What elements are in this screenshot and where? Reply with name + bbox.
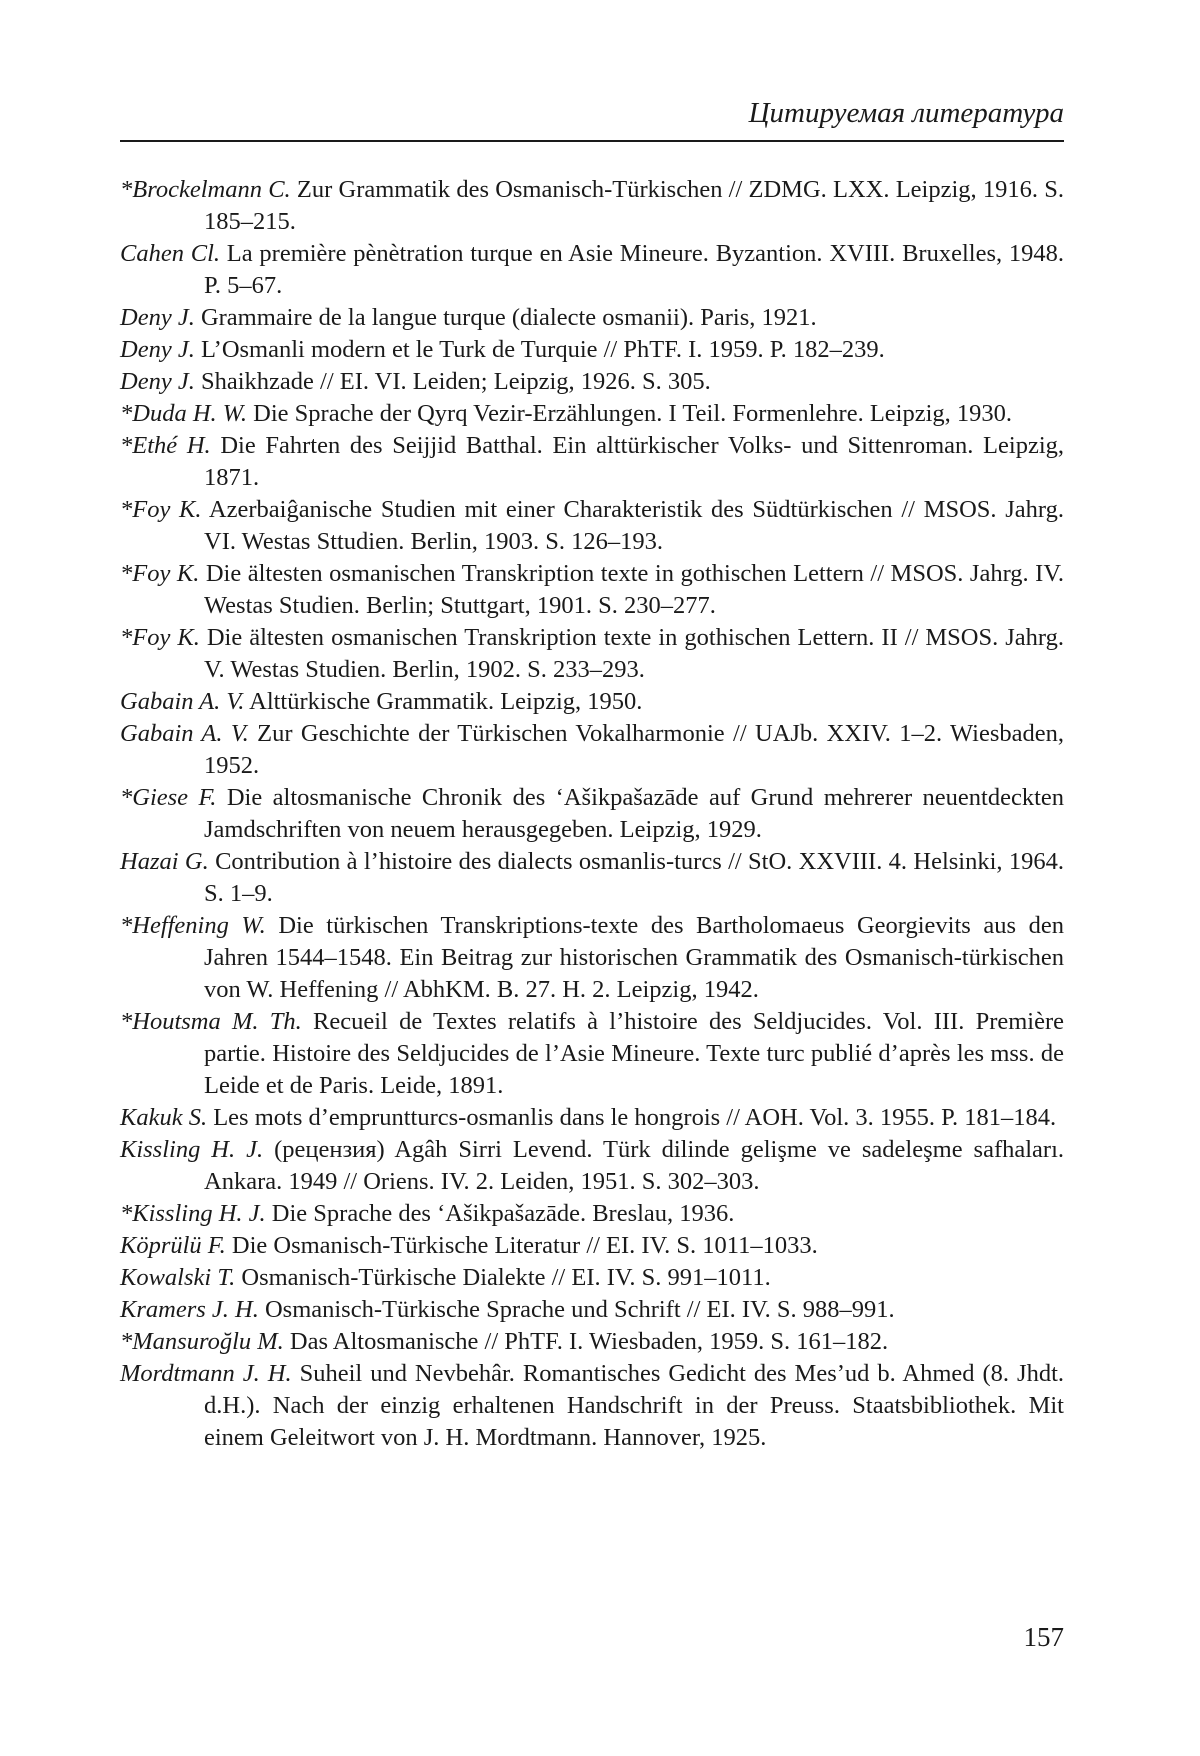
bibliography-entry (120, 910, 1064, 1006)
entry-author: Cahen Cl. (120, 240, 221, 267)
entry-author: *Brockelmann C. (120, 176, 291, 203)
bibliography-entry (120, 846, 1064, 910)
bibliography-entry (120, 1198, 1064, 1230)
entry-text: Grammaire de la langue turque (dialecte osmanii). Paris, 1921. (200, 304, 817, 331)
entry-text: Zur Geschichte der Türkischen Vokalharmonie // UAJb. XXIV. 1–2. Wiesbaden, 1952. (204, 720, 1064, 779)
entry-text: Contribution à l’histoire des dialects osmanlis-turcs // StO. XXVIII. 4. Helsinki, 1964. S. 1–9. (204, 848, 1065, 907)
entry-author: *Duda H. W. (120, 400, 248, 427)
entry-author: Kowalski T. (120, 1264, 236, 1291)
entry-author: Gabain A. V. (120, 688, 245, 715)
entry-author: Kramers J. H. (120, 1296, 259, 1323)
bibliography-entry (120, 718, 1064, 782)
bibliography-entry (120, 174, 1064, 238)
bibliography-entry (120, 1134, 1064, 1198)
bibliography-entry (120, 494, 1064, 558)
page-number: 157 (1023, 1622, 1064, 1652)
entry-author: Deny J. (120, 368, 195, 395)
bibliography-entry (120, 1326, 1064, 1358)
bibliography-entry (120, 1006, 1064, 1102)
entry-text: Alttürkische Grammatik. Leipzig, 1950. (249, 688, 643, 715)
entry-author: *Houtsma M. Th. (120, 1008, 302, 1035)
entry-text: Die Sprache des ‘Ašikpašazāde. Breslau, 1936. (271, 1200, 735, 1227)
entry-text: Die ältesten osmanischen Transkription texte in gothischen Lettern // MSOS. Jahrg. IV. Westas Studien. Berlin; Stuttgart, 1901. S. 230–277. (204, 560, 1065, 619)
entry-author: *Ethé H. (120, 432, 211, 459)
bibliography-entry (120, 334, 1064, 366)
entry-text: Die altosmanische Chronik des ‘Ašikpašazāde auf Grund mehrerer neuentdeckten Jamdschriften von neuem herausgegeben. Leipzig, 1929. (204, 784, 1065, 843)
entry-text: Die ältesten osmanischen Transkription texte in gothischen Lettern. II // MSOS. Jahrg. V. Westas Studien. Berlin, 1902. S. 233–293. (204, 624, 1065, 683)
entry-text: (рецензия) Agâh Sirri Levend. Türk dilinde gelişme ve sadeleşme safhaları. Ankara. 1949 // Oriens. IV. 2. Leiden, 1951. S. 302–303. (204, 1136, 1065, 1195)
entry-text: Osmanisch-Türkische Sprache und Schrift // EI. IV. S. 988–991. (264, 1296, 895, 1323)
bibliography-entry (120, 430, 1064, 494)
bibliography-list (120, 174, 1064, 1454)
bibliography-entry (120, 1102, 1064, 1134)
entry-text: Suheil und Nevbehâr. Romantisches Gedicht des Mes’ud b. Ahmed (8. Jhdt. d.H.). Nach der einzig erhaltenen Handschrift in der Preuss. Staatsbibliothek. Mit einem Geleitwort von J. H. Mordtmann. Hannover, 1925. (204, 1360, 1065, 1451)
bibliography-entry (120, 1358, 1064, 1454)
entry-text: Das Altosmanische // PhTF. I. Wiesbaden, 1959. S. 161–182. (289, 1328, 889, 1355)
entry-author: Kakuk S. (120, 1104, 208, 1131)
entry-text: Die Osmanisch-Türkische Literatur // EI. IV. S. 1011–1033. (231, 1232, 818, 1259)
entry-text: Die türkischen Transkriptions-texte des Bartholomaeus Georgievits aus den Jahren 1544–1548. Ein Beitrag zur historischen Grammatik des Osmanisch-türkischen von W. Heffening // AbhKM. B. 27. H. 2. Leipzig, 1942. (204, 912, 1064, 1003)
bibliography-entry (120, 302, 1064, 334)
entry-text: La première pènètration turque en Asie Mineure. Byzantion. XVIII. Bruxelles, 1948. P. 5–67. (204, 240, 1064, 299)
entry-text: Osmanisch-Türkische Dialekte // EI. IV. S. 991–1011. (241, 1264, 771, 1291)
entry-text: L’Osmanli modern et le Turk de Turquie // PhTF. I. 1959. P. 182–239. (200, 336, 885, 363)
entry-author: Köprülü F. (120, 1232, 226, 1259)
entry-text: Die Sprache der Qyrq Vezir-Erzählungen. I Teil. Formenlehre. Leipzig, 1930. (253, 400, 1013, 427)
bibliography-entry (120, 1230, 1064, 1262)
entry-text: Recueil de Textes relatifs à l’histoire des Seldjucides. Vol. III. Première partie. Histoire des Seldjucides de l’Asie Mineure. Texte turc publié d’après les mss. de Leide et de Paris. Leide, 1891. (204, 1008, 1064, 1099)
bibliography-entry (120, 558, 1064, 622)
entry-text: Les mots d’empruntturcs-osmanlis dans le hongrois // AOH. Vol. 3. 1955. P. 181–184. (213, 1104, 1057, 1131)
bibliography-entry (120, 398, 1064, 430)
entry-author: Deny J. (120, 336, 195, 363)
entry-author: Hazai G. (120, 848, 209, 875)
entry-text: Die Fahrten des Seijjid Batthal. Ein alttürkischer Volks- und Sittenroman. Leipzig, 1871. (204, 432, 1065, 491)
header-rule (120, 140, 1064, 142)
bibliography-entry (120, 1294, 1064, 1326)
running-head: Цитируемая литература (748, 97, 1064, 129)
bibliography-entry (120, 622, 1064, 686)
entry-author: *Foy K. (120, 496, 202, 523)
entry-text: Zur Grammatik des Osmanisch-Türkischen // ZDMG. LXX. Leipzig, 1916. S. 185–215. (204, 176, 1065, 235)
bibliography-entry (120, 366, 1064, 398)
bibliography-entry (120, 238, 1064, 302)
entry-author: *Giese F. (120, 784, 217, 811)
entry-author: Kissling H. J. (120, 1136, 264, 1163)
entry-author: *Kissling H. J. (120, 1200, 266, 1227)
entry-author: Gabain A. V. (120, 720, 249, 747)
entry-author: *Mansuroğlu M. (120, 1328, 284, 1355)
entry-text: Azerbaiĝanische Studien mit einer Charakteristik des Südtürkischen // MSOS. Jahrg. VI. Westas Sttudien. Berlin, 1903. S. 126–193. (204, 496, 1064, 555)
entry-author: Mordtmann J. H. (120, 1360, 292, 1387)
bibliography-entry (120, 1262, 1064, 1294)
entry-author: *Foy K. (120, 624, 200, 651)
bibliography-entry (120, 782, 1064, 846)
entry-author: Deny J. (120, 304, 195, 331)
entry-author: *Heffening W. (120, 912, 266, 939)
bibliography-entry (120, 686, 1064, 718)
entry-author: *Foy K. (120, 560, 200, 587)
entry-text: Shaikhzade // EI. VI. Leiden; Leipzig, 1926. S. 305. (200, 368, 711, 395)
